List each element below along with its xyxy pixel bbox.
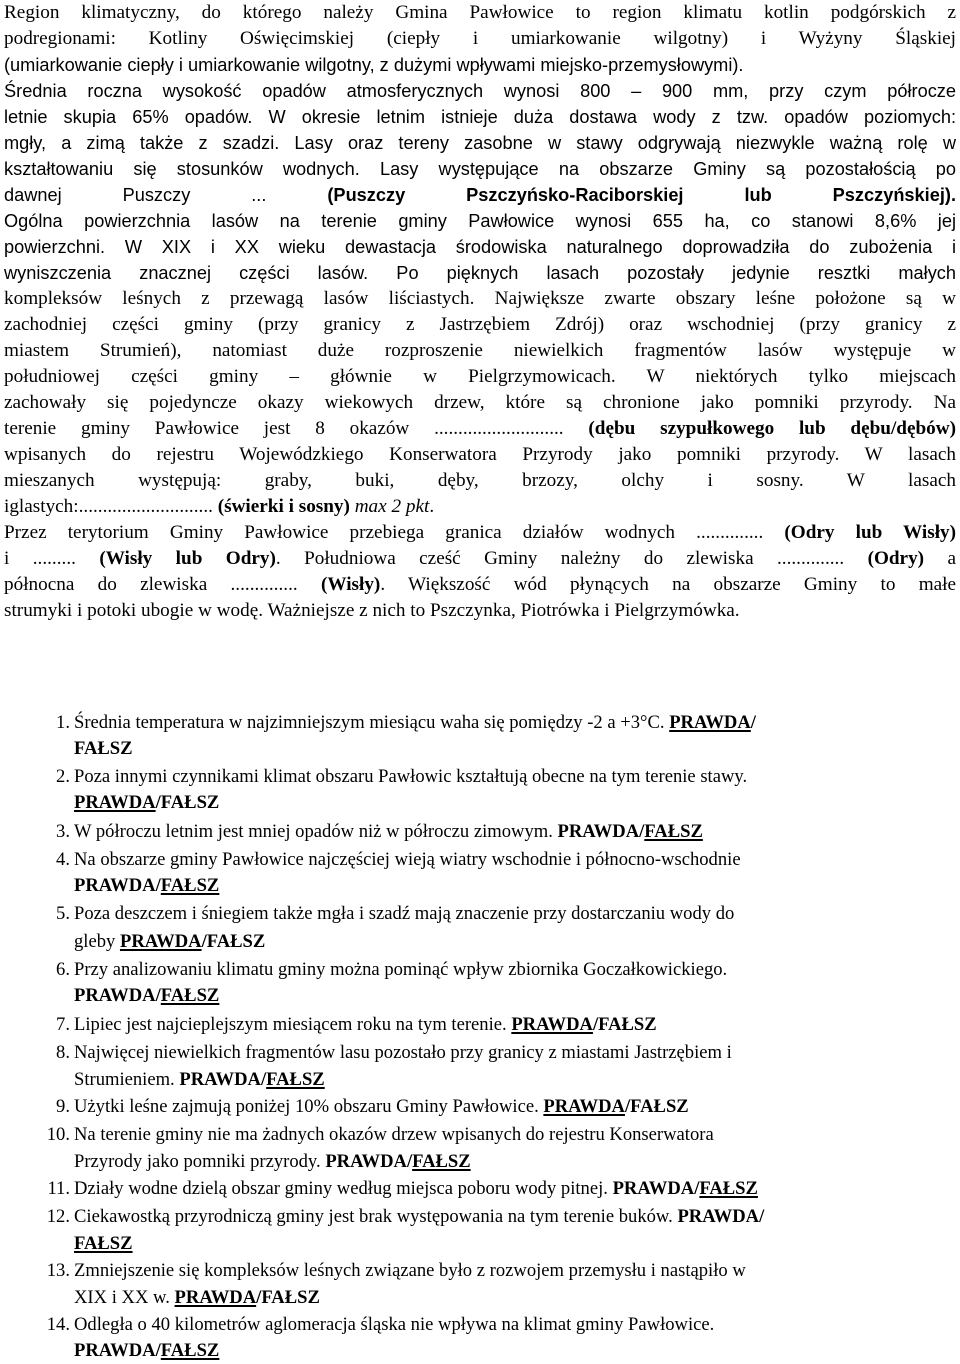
item-number: 9. <box>56 1096 70 1117</box>
answer-false: FAŁSZ <box>74 1233 133 1254</box>
passage-line: powierzchni. W XIX i XX wieku dewastacja środowiska naturalnego doprowadziła do zubożenia i <box>4 237 956 257</box>
answer-separator: / <box>256 1287 262 1308</box>
item-number: 12. <box>46 1206 70 1227</box>
answer-false: FAŁSZ <box>412 1151 471 1172</box>
passage-text: i ......... <box>4 548 76 569</box>
answer-true: PRAWDA <box>119 931 202 952</box>
list-item-continuation <box>74 1149 471 1174</box>
passage-line: strumyki i potoki ubogie w wodę. Ważniejsze z nich to Pszczynka, Piotrówka i Pielgrzymówka. <box>4 600 740 621</box>
passage-line <box>4 520 956 546</box>
answer-text: (dębu szypułkowego lub dębu/dębów) <box>588 418 956 439</box>
statement-text: Ciekawostką przyrodniczą gminy jest brak występowania na tym terenie buków. <box>74 1206 673 1227</box>
passage-line <box>4 572 956 598</box>
passage-line: południowej części gminy – głównie w Pielgrzymowicach. W niektórych tylko miejscach <box>4 366 956 387</box>
answer-true: PRAWDA <box>174 1287 257 1308</box>
passage-text: . Południowa cześć Gminy należny do zlewiska .............. <box>275 548 845 569</box>
statement-text: Poza innymi czynnikami klimat obszaru Pawłowic kształtują obecne na tym terenie stawy. <box>74 766 748 787</box>
passage-text: północna do zlewiska .............. <box>4 574 298 595</box>
answer-separator: / <box>155 985 161 1006</box>
points-note: max 2 pkt <box>354 496 430 517</box>
passage-text: dawnej Puszczy ... <box>4 185 267 205</box>
list-item-continuation <box>74 929 265 954</box>
passage-line: wyniszczenia znacznej części lasów. Po pięknych lasach pozostały jedynie resztki małych <box>4 263 956 283</box>
passage-line: Region klimatyczny, do którego należy Gmina Pawłowice to region klimatu kotlin podgórskich z <box>4 2 956 23</box>
answer-separator: / <box>694 1178 700 1199</box>
answer-true: PRAWDA <box>511 1014 593 1035</box>
list-item-continuation <box>74 983 219 1008</box>
passage-line: podregionami: Kotliny Oświęcimskiej (ciepły i umiarkowanie wilgotny) i Wyżyny Śląskiej <box>4 28 956 49</box>
answer-true: PRAWDA <box>543 1096 625 1117</box>
answer-text: (Wisły lub Odry) <box>99 548 276 569</box>
passage-line: zachodniej części gminy (przy granicy z Jastrzębiem Zdrój) oraz wschodniej (przy granicy z <box>4 314 956 335</box>
passage-line <box>4 182 956 208</box>
item-number: 1. <box>56 712 70 733</box>
statement-text: Działy wodne dzielą obszar gminy według miejsca poboru wody pitnej. <box>74 1178 608 1199</box>
statement-text: XIX i XX w. <box>74 1287 170 1308</box>
passage-text: iglastych:............................ <box>4 496 213 517</box>
passage-text: . Większość wód płynących na obszarze Gminy to małe <box>380 574 957 595</box>
answer-separator: / <box>155 792 161 813</box>
passage-line: (umiarkowanie ciepły i umiarkowanie wilgotny, z dużymi wpływami miejsko-przemysłowymi). <box>4 55 744 75</box>
answer-true: PRAWDA <box>612 1178 695 1199</box>
item-number: 6. <box>56 959 70 980</box>
list-item-continuation <box>74 1231 133 1256</box>
answer-text: (Odry) <box>867 548 925 569</box>
statement-text: W półroczu letnim jest mniej opadów niż w półroczu zimowym. <box>74 821 553 842</box>
list-item-continuation <box>74 790 219 815</box>
statement-text: Na obszarze gminy Pawłowice najczęściej wieją wiatry wschodnie i północno-wschodnie <box>74 849 741 870</box>
answer-separator: / <box>201 931 207 952</box>
answer-false: FAŁSZ <box>160 875 220 896</box>
statement-text: Przyrody jako pomniki przyrody. <box>74 1151 321 1172</box>
answer-separator: / <box>155 1340 161 1361</box>
answer-false: FAŁSZ <box>266 1069 325 1090</box>
item-number: 14. <box>46 1314 70 1335</box>
answer-separator: / <box>624 1096 631 1117</box>
statement-text: Użytki leśne zajmują poniżej 10% obszaru Gminy Pawłowice. <box>74 1096 539 1117</box>
answer-separator: / <box>639 821 645 842</box>
passage-line: Ogólna powierzchnia lasów na terenie gminy Pawłowice wynosi 655 ha, co stanowi 8,6% jej <box>4 211 956 231</box>
statement-text: Strumieniem. <box>74 1069 175 1090</box>
answer-false: FAŁSZ <box>598 1014 657 1035</box>
list-item-continuation <box>74 736 133 761</box>
item-number: 13. <box>46 1260 70 1281</box>
answer-false: FAŁSZ <box>261 1287 320 1308</box>
item-number: 5. <box>56 903 70 924</box>
passage-line <box>4 494 956 520</box>
passage-line <box>4 546 956 572</box>
passage-line: letnie skupia 65% opadów. W okresie letnim istnieje duża dostawa wody z tzw. opadów poziomych: <box>4 107 956 127</box>
answer-separator: / <box>155 875 161 896</box>
list-item-continuation <box>74 873 219 898</box>
item-number: 3. <box>56 821 70 842</box>
statement-text: Zmniejszenie się kompleksów leśnych związane było z rozwojem przemysłu i nastąpiło w <box>74 1260 746 1281</box>
passage-line: mieszanych występują: graby, buki, dęby, brzozy, olchy i sosny. W lasach <box>4 470 956 491</box>
answer-true: PRAWDA <box>74 985 156 1006</box>
list-item-continuation <box>74 1338 219 1363</box>
answer-true: PRAWDA <box>677 1206 760 1227</box>
item-number: 4. <box>56 849 70 870</box>
answer-false: FAŁSZ <box>160 792 220 813</box>
answer-true: PRAWDA <box>74 875 156 896</box>
answer-false: FAŁSZ <box>74 738 133 759</box>
answer-true: PRAWDA <box>669 712 751 733</box>
answer-text: (Odry lub Wisły) <box>784 522 957 543</box>
answer-separator: / <box>759 1206 765 1227</box>
statement-text: gleby <box>74 931 116 952</box>
answer-false: FAŁSZ <box>160 1340 220 1361</box>
passage-line: Średnia roczna wysokość opadów atmosferycznych wynosi 800 – 900 mm, przy czym półrocze <box>4 81 956 101</box>
answer-true: PRAWDA <box>74 1340 156 1361</box>
item-number: 2. <box>56 766 70 787</box>
answer-true: PRAWDA <box>325 1151 407 1172</box>
passage-text: Przez terytorium Gminy Pawłowice przebiega granica działów wodnych .............. <box>4 522 764 543</box>
statement-text: Lipiec jest najcieplejszym miesiącem roku na tym terenie. <box>74 1014 507 1035</box>
item-number: 10. <box>46 1124 70 1145</box>
list-item-continuation <box>74 1067 325 1092</box>
list-item-continuation <box>74 1285 320 1310</box>
answer-separator: / <box>260 1069 267 1090</box>
answer-false: FAŁSZ <box>699 1178 758 1199</box>
answer-separator: / <box>406 1151 413 1172</box>
item-number: 8. <box>56 1042 70 1063</box>
answer-true: PRAWDA <box>557 821 640 842</box>
statement-text: Średnia temperatura w najzimniejszym miesiącu waha się pomiędzy -2 a +3°C. <box>74 712 665 733</box>
answer-text: (świerki i sosny) <box>217 496 350 517</box>
answer-text: (Puszczy Pszczyńsko-Raciborskiej lub Pszczyńskiej). <box>327 185 956 205</box>
answer-true: PRAWDA <box>179 1069 261 1090</box>
answer-text: (Wisły) <box>320 574 381 595</box>
passage-text: . <box>429 496 435 517</box>
statement-text: Przy analizowaniu klimatu gminy można pominąć wpływ zbiornika Goczałkowickiego. <box>74 959 728 980</box>
passage-line: kompleksów leśnych z przewagą lasów liściastych. Największe zwarte obszary leśne położone są w <box>4 288 956 309</box>
passage-line <box>4 416 956 442</box>
passage-line: kształtowaniu się stosunków wodnych. Lasy występujące na obszarze Gminy są pozostałością po <box>4 159 956 179</box>
passage-line: mgły, a zimą także z szadzi. Lasy oraz tereny zasobne w stawy odgrywają niezwykle ważną rolę w <box>4 133 956 153</box>
answer-false: FAŁSZ <box>630 1096 689 1117</box>
answer-false: FAŁSZ <box>644 821 703 842</box>
item-number: 11. <box>47 1178 70 1199</box>
answer-false: FAŁSZ <box>206 931 266 952</box>
answer-true: PRAWDA <box>74 792 156 813</box>
answer-separator: / <box>592 1014 599 1035</box>
statement-text: Poza deszczem i śniegiem także mgła i szadź mają znaczenie przy dostarczaniu wody do <box>74 903 735 924</box>
passage-line: miastem Strumień), natomiast duże rozproszenie niewielkich fragmentów lasów występuje w <box>4 340 956 361</box>
item-number: 7. <box>56 1014 70 1035</box>
statement-text: Najwięcej niewielkich fragmentów lasu pozostało przy granicy z miastami Jastrzębiem i <box>74 1042 732 1063</box>
statement-text: Na terenie gminy nie ma żadnych okazów drzew wpisanych do rejestru Konserwatora <box>74 1124 714 1145</box>
passage-text: terenie gminy Pawłowice jest 8 okazów ........................... <box>4 418 564 439</box>
passage-line: zachowały się pojedyncze okazy wiekowych drzew, które są chronione jako pomniki przyrody. Na <box>4 392 956 413</box>
passage-text: a <box>947 548 956 569</box>
answer-separator: / <box>750 712 756 733</box>
answer-false: FAŁSZ <box>160 985 220 1006</box>
passage-line: wpisanych do rejestru Wojewódzkiego Konserwatora Przyrody jako pomniki przyrody. W lasach <box>4 444 956 465</box>
statement-text: Odległa o 40 kilometrów aglomeracja śląska nie wpływa na klimat gminy Pawłowice. <box>74 1314 715 1335</box>
